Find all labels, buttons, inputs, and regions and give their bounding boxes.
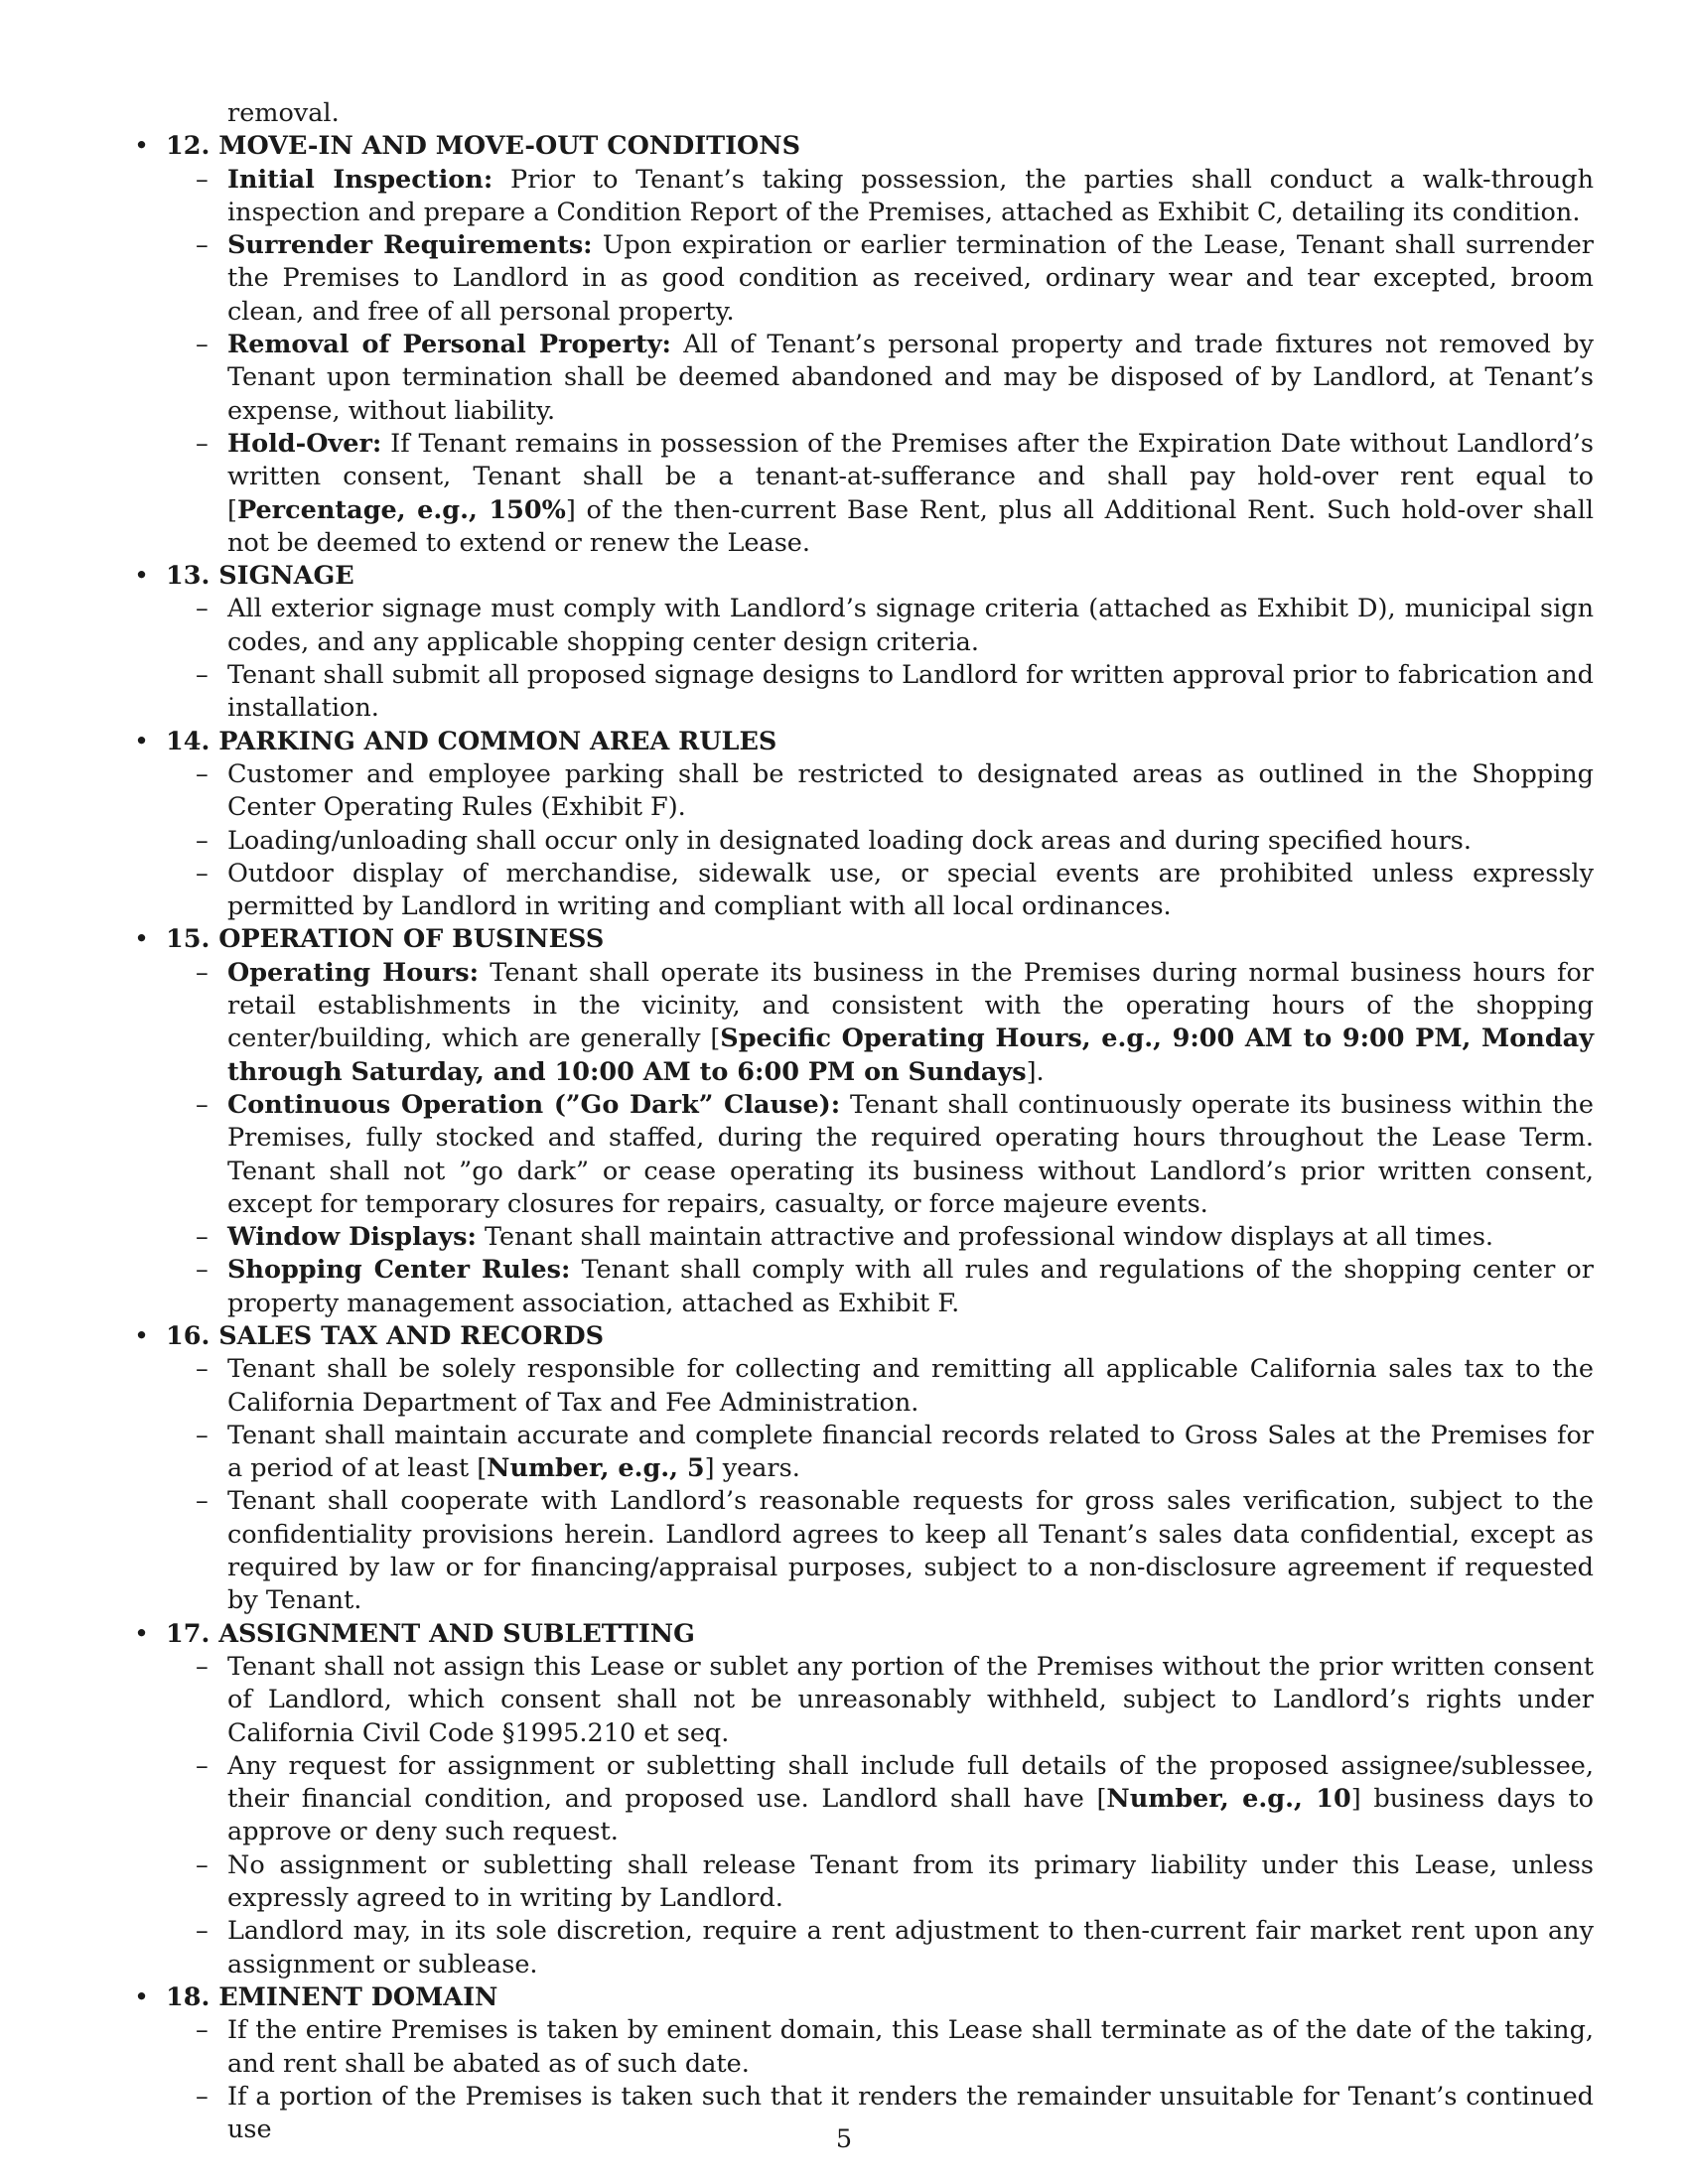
bullet-icon	[134, 1981, 166, 2014]
section-title: 14. PARKING AND COMMON AREA RULES	[166, 726, 777, 756]
subclause	[166, 825, 1594, 858]
dash-icon	[196, 1254, 209, 1287]
clause-text: Tenant shall not assign this Lease or sublet any portion of the Premises without the prior written consent of Landlord, which consent shall not be unreasonably withheld, subject to Landlord’s rights under California Civil Code §1995.210 et seq.	[227, 1651, 1594, 1748]
clause-text: Landlord may, in its sole discretion, require a rent adjustment to then-current fair market rent upon any assignment or sublease.	[227, 1916, 1594, 1979]
page-content	[134, 97, 1594, 2146]
dash-icon	[196, 2081, 209, 2114]
subclause	[166, 1485, 1594, 1617]
section	[134, 726, 1594, 924]
subclause	[166, 229, 1594, 329]
dash-icon	[196, 825, 209, 858]
section-title: 16. SALES TAX AND RECORDS	[166, 1320, 605, 1351]
clause-text: Tenant shall cooperate with Landlord’s reasonable requests for gross sales verification, subject to the confidentiality provisions herein. Landlord agrees to keep all Tenant’s sales data confidential, except as required by law or for financing/appraisal purposes, subject to a non-disclosure agreement if requested by Tenant.	[227, 1486, 1594, 1616]
clause-text: Loading/unloading shall occur only in designated loading dock areas and during specified hours.	[227, 825, 1472, 856]
subclause-list	[166, 957, 1594, 1320]
clause-text: No assignment or subletting shall release Tenant from its primary liability under this Lease, unless expressly agreed to in writing by Landlord.	[227, 1849, 1594, 1914]
subclause	[166, 1750, 1594, 1849]
clause-text: ] business days to approve or deny such request.	[227, 1784, 1594, 1847]
clause-text: Tenant shall submit all proposed signage designs to Landlord for written approval prior to fabrication and installation.	[227, 660, 1594, 724]
clause-text: Tenant shall continuously operate its business within the Premises, fully stocked and staffed, during the required operating hours throughout the Lease Term. Tenant shall not ”go dark” or cease operating its business without Landlord’s prior written consent, except for temporary closures for repairs, casualty, or force majeure events.	[227, 1089, 1594, 1219]
dash-icon	[196, 2014, 209, 2047]
subclause	[166, 1254, 1594, 1320]
clause-text: Customer and employee parking shall be restricted to designated areas as outlined in the Shopping Center Operating Rules (Exhibit F).	[227, 758, 1594, 823]
clause-text: Any request for assignment or subletting shall include full details of the proposed assignee/sublessee, their financial condition, and proposed use. Landlord shall have [	[227, 1750, 1594, 1815]
section	[134, 130, 1594, 560]
dash-icon	[196, 593, 209, 625]
clause-text: All of Tenant’s personal property and trade fixtures not removed by Tenant upon termination shall be deemed abandoned and may be disposed of by Landlord, at Tenant’s expense, without liability.	[227, 330, 1594, 426]
clause-text: ].	[1026, 1056, 1045, 1087]
section-title: 18. EMINENT DOMAIN	[166, 1981, 498, 2012]
clause-text: ] years.	[704, 1453, 800, 1484]
clause-text: Tenant shall comply with all rules and regulations of the shopping center or property management association, attached as Exhibit F.	[227, 1255, 1594, 1318]
subclause	[166, 1651, 1594, 1750]
bold-term: Operating Hours:	[227, 957, 479, 988]
clause-text: If a portion of the Premises is taken such that it renders the remainder unsuitable for Tenant’s continued use	[227, 2081, 1594, 2145]
dash-icon	[196, 1221, 209, 1254]
subclause	[166, 329, 1594, 428]
dash-icon	[196, 1089, 209, 1122]
clause-text: Tenant shall maintain accurate and complete financial records related to Gross Sales at the Premises for a period of at least [	[227, 1420, 1594, 1484]
bold-term: Number, e.g., 5	[487, 1453, 705, 1484]
section	[134, 560, 1594, 725]
subclause	[166, 2014, 1594, 2081]
dash-icon	[196, 1353, 209, 1386]
section-title: 12. MOVE-IN AND MOVE-OUT CONDITIONS	[166, 131, 800, 162]
dash-icon	[196, 1420, 209, 1452]
dash-icon	[196, 164, 209, 197]
section	[134, 1981, 1594, 2146]
subclause-list	[166, 593, 1594, 725]
clause-text: If Tenant remains in possession of the Premises after the Expiration Date without Landlord’s written consent, Tenant shall be a tenant-at-sufferance and shall pay hold-over rent equal to [	[227, 428, 1594, 525]
subclause	[166, 659, 1594, 726]
subclause	[166, 1849, 1594, 1916]
dash-icon	[196, 1915, 209, 1948]
bold-term: Removal of Personal Property:	[227, 330, 671, 360]
clause-text: Tenant shall maintain attractive and professional window displays at all times.	[476, 1222, 1494, 1253]
dash-icon	[196, 229, 209, 262]
clause-text: Tenant shall be solely responsible for collecting and remitting all applicable California sales tax to the California Department of Tax and Fee Administration.	[227, 1354, 1594, 1418]
subclause-list	[166, 164, 1594, 561]
section-title: 15. OPERATION OF BUSINESS	[166, 924, 605, 955]
subclause-list	[166, 758, 1594, 923]
bold-term: Number, e.g., 10	[1106, 1784, 1351, 1815]
subclause	[166, 164, 1594, 230]
dash-icon	[196, 1485, 209, 1518]
bullet-icon	[134, 1320, 166, 1353]
subclause	[166, 758, 1594, 825]
clause-text: ] of the then-current Base Rent, plus all Additional Rent. Such hold-over shall not be deemed to extend or renew the Lease.	[227, 494, 1595, 558]
subclause	[166, 1221, 1594, 1254]
bold-term: Shopping Center Rules:	[227, 1255, 571, 1286]
clause-text: Outdoor display of merchandise, sidewalk use, or special events are prohibited unless expressly permitted by Landlord in writing and compliant with all local ordinances.	[227, 858, 1594, 922]
section	[134, 1618, 1594, 1981]
subclause	[166, 1915, 1594, 1981]
dash-icon	[196, 957, 209, 990]
section-title: 13. SIGNAGE	[166, 561, 354, 592]
page-number: 5	[835, 2124, 853, 2154]
bold-term: Continuous Operation (”Go Dark” Clause):	[227, 1089, 841, 1120]
subclause	[166, 1353, 1594, 1420]
clause-text: If the entire Premises is taken by eminent domain, this Lease shall terminate as of the date of the taking, and rent shall be abated as of such date.	[227, 2015, 1594, 2079]
subclause	[166, 1420, 1594, 1486]
section-title: 17. ASSIGNMENT AND SUBLETTING	[166, 1618, 695, 1649]
bullet-icon	[134, 923, 166, 956]
bullet-icon	[134, 560, 166, 593]
dash-icon	[196, 858, 209, 890]
section	[134, 1320, 1594, 1618]
section	[134, 923, 1594, 1320]
bold-term: Surrender Requirements:	[227, 230, 593, 261]
bold-term: Percentage, e.g., 150%	[236, 494, 566, 525]
clause-text: Upon expiration or earlier termination of the Lease, Tenant shall surrender the Premises to Landlord in as good condition as received, ordinary wear and tear excepted, broom clean, and free of all personal property.	[227, 230, 1594, 327]
bullet-icon	[134, 1618, 166, 1651]
dash-icon	[196, 329, 209, 361]
bold-term: Hold-Over:	[227, 428, 382, 459]
dash-icon	[196, 428, 209, 461]
subclause	[166, 1089, 1594, 1221]
subclause	[166, 593, 1594, 659]
dash-icon	[196, 1651, 209, 1684]
section-list	[134, 130, 1594, 2146]
subclause	[166, 957, 1594, 1089]
dash-icon	[196, 1849, 209, 1882]
bullet-icon	[134, 130, 166, 163]
clause-text: Tenant shall operate its business in the Premises during normal business hours for retail establishments in the vicinity, and consistent with the operating hours of the shopping center/building, which are generally [	[227, 957, 1594, 1054]
continuation-text: removal.	[227, 98, 340, 128]
clause-text: Prior to Tenant’s taking possession, the parties shall conduct a walk-through inspection and prepare a Condition Report of the Premises, attached as Exhibit C, detailing its condition.	[227, 164, 1594, 227]
dash-icon	[196, 1750, 209, 1783]
subclause	[166, 428, 1594, 560]
dash-icon	[196, 659, 209, 692]
bullet-icon	[134, 726, 166, 758]
subclause	[166, 858, 1594, 924]
bold-term: Specific Operating Hours, e.g., 9:00 AM to 9:00 PM, Monday through Saturday, and 10:00 AM to 6:00 PM on Sundays	[227, 1024, 1595, 1087]
dash-icon	[196, 758, 209, 791]
subclause-list	[166, 1651, 1594, 1981]
bold-term: Initial Inspection:	[227, 164, 493, 195]
subclause-list	[166, 1353, 1594, 1617]
clause-text: All exterior signage must comply with Landlord’s signage criteria (attached as Exhibit D), municipal sign codes, and any applicable shopping center design criteria.	[227, 594, 1594, 657]
bold-term: Window Displays:	[227, 1222, 477, 1253]
